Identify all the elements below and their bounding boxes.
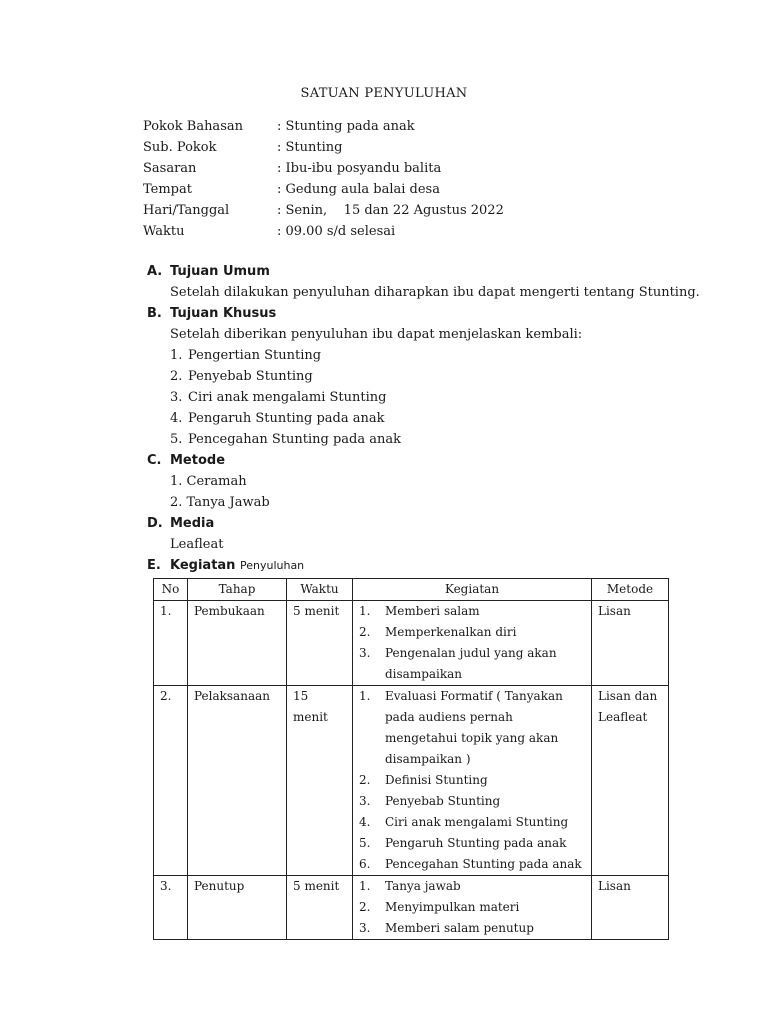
info-label: Sasaran — [143, 161, 197, 176]
cell-waktu: 15 menit — [287, 686, 353, 876]
info-value: : Ibu-ibu posyandu balita — [277, 161, 442, 176]
list-item — [147, 429, 582, 450]
kegiatan-item — [359, 918, 585, 939]
section-heading — [147, 450, 270, 471]
item-text: Ciri anak mengalami Stunting — [385, 815, 569, 829]
kegiatan-item — [359, 854, 585, 875]
document-title: SATUAN PENYULUHAN — [300, 86, 468, 101]
cell-kegiatan — [353, 686, 592, 876]
info-row — [143, 200, 504, 221]
section-heading — [147, 303, 582, 324]
kegiatan-item — [359, 622, 585, 643]
kegiatan-item — [359, 686, 585, 770]
table-row — [154, 601, 669, 686]
section-metode — [147, 450, 270, 513]
section-heading — [147, 555, 304, 576]
info-label: Waktu — [143, 224, 185, 239]
table-row — [154, 686, 669, 876]
info-label: Pokok Bahasan — [143, 119, 243, 134]
info-row — [143, 179, 504, 200]
list-text: Ciri anak mengalami Stunting — [188, 390, 387, 405]
item-text: Menyimpulkan materi — [385, 900, 520, 914]
item-number: 3. — [359, 794, 371, 808]
item-text: Pengenalan judul yang akan disampaikan — [385, 646, 557, 681]
info-value: : 09.00 s/d selesai — [277, 224, 396, 239]
cell-metode: Lisan — [592, 601, 669, 686]
section-kegiatan — [147, 555, 304, 576]
item-number: 6. — [359, 857, 371, 871]
info-value: : Stunting pada anak — [277, 119, 415, 134]
kegiatan-item — [359, 601, 585, 622]
list-number: 1. — [170, 348, 183, 363]
cell-tahap: Pelaksanaan — [188, 686, 287, 876]
item-number: 2. — [359, 900, 371, 914]
list-text: Penyebab Stunting — [188, 369, 313, 384]
list-item — [147, 345, 582, 366]
section-title-suffix: Penyuluhan — [239, 559, 305, 572]
cell-metode: Lisan — [592, 876, 669, 940]
section-text: Setelah dilakukan penyuluhan diharapkan ibu dapat mengerti tentang Stunting. — [170, 285, 700, 300]
list-item: 2. Tanya Jawab — [170, 495, 270, 510]
list-number: 2. — [170, 369, 183, 384]
section-intro: Setelah diberikan penyuluhan ibu dapat menjelaskan kembali: — [170, 327, 583, 342]
info-value: : Senin, 15 dan 22 Agustus 2022 — [277, 203, 504, 218]
section-letter: E. — [147, 558, 161, 573]
section-title: Tujuan Khusus — [170, 306, 277, 321]
section-letter: D. — [147, 516, 163, 531]
cell-kegiatan — [353, 876, 592, 940]
list-item: 1. Ceramah — [170, 474, 247, 489]
column-header-tahap: Tahap — [188, 579, 287, 601]
column-header-metode: Metode — [592, 579, 669, 601]
column-header-kegiatan: Kegiatan — [353, 579, 592, 601]
info-value: : Stunting — [277, 140, 343, 155]
info-value: : Gedung aula balai desa — [277, 182, 440, 197]
cell-waktu: 5 menit — [287, 876, 353, 940]
item-text: Memperkenalkan diri — [385, 625, 517, 639]
item-number: 1. — [359, 879, 371, 893]
section-heading — [147, 513, 223, 534]
info-label: Tempat — [143, 182, 192, 197]
kegiatan-item — [359, 897, 585, 918]
section-title — [170, 555, 304, 576]
info-block — [143, 116, 504, 242]
section-title-main: Kegiatan — [170, 558, 236, 573]
list-text: Pengertian Stunting — [188, 348, 322, 363]
section-title: Tujuan Umum — [170, 264, 270, 279]
section-media — [147, 513, 223, 555]
cell-tahap: Pembukaan — [188, 601, 287, 686]
table-row — [154, 876, 669, 940]
list-number: 4. — [170, 411, 183, 426]
section-letter: B. — [147, 306, 162, 321]
cell-metode: Lisan dan Leafleat — [592, 686, 669, 876]
kegiatan-item — [359, 791, 585, 812]
section-letter: C. — [147, 453, 162, 468]
info-row — [143, 158, 504, 179]
item-text: Evaluasi Formatif ( Tanyakan pada audiens pernah mengetahui topik yang akan disampaikan ) — [385, 689, 563, 766]
list-text: Pengaruh Stunting pada anak — [188, 411, 385, 426]
list-number: 5. — [170, 432, 183, 447]
item-number: 2. — [359, 625, 371, 639]
section-heading — [147, 261, 700, 282]
cell-waktu: 5 menit — [287, 601, 353, 686]
section-tujuan-khusus — [147, 303, 582, 450]
section-tujuan-umum — [147, 261, 700, 303]
info-row — [143, 137, 504, 158]
item-text: Memberi salam — [385, 604, 480, 618]
kegiatan-item — [359, 876, 585, 897]
cell-kegiatan — [353, 601, 592, 686]
list-text: Pencegahan Stunting pada anak — [188, 432, 402, 447]
kegiatan-item — [359, 812, 585, 833]
info-row — [143, 221, 504, 242]
item-text: Penyebab Stunting — [385, 794, 501, 808]
list-number: 3. — [170, 390, 183, 405]
item-number: 1. — [359, 604, 371, 618]
column-header-waktu: Waktu — [287, 579, 353, 601]
item-number: 3. — [359, 646, 371, 660]
item-number: 2. — [359, 773, 371, 787]
section-title: Media — [170, 516, 215, 531]
list-item — [147, 408, 582, 429]
item-number: 5. — [359, 836, 371, 850]
cell-no: 2. — [154, 686, 188, 876]
cell-no: 3. — [154, 876, 188, 940]
item-text: Tanya jawab — [385, 879, 461, 893]
cell-no: 1. — [154, 601, 188, 686]
cell-tahap: Penutup — [188, 876, 287, 940]
kegiatan-item — [359, 643, 585, 685]
kegiatan-table — [153, 578, 669, 940]
section-title: Metode — [170, 453, 226, 468]
table-header-row — [154, 579, 669, 601]
info-row — [143, 116, 504, 137]
list-item — [147, 366, 582, 387]
item-text: Pengaruh Stunting pada anak — [385, 836, 567, 850]
item-text: Definisi Stunting — [385, 773, 488, 787]
column-header-no: No — [154, 579, 188, 601]
kegiatan-item — [359, 770, 585, 791]
section-text: Leafleat — [170, 537, 224, 552]
item-number: 1. — [359, 689, 371, 703]
info-label: Hari/Tanggal — [143, 203, 230, 218]
list-item — [147, 387, 582, 408]
item-number: 4. — [359, 815, 371, 829]
info-label: Sub. Pokok — [143, 140, 217, 155]
item-text: Pencegahan Stunting pada anak — [385, 857, 582, 871]
kegiatan-item — [359, 833, 585, 854]
item-text: Memberi salam penutup — [385, 921, 534, 935]
section-letter: A. — [147, 264, 163, 279]
item-number: 3. — [359, 921, 371, 935]
